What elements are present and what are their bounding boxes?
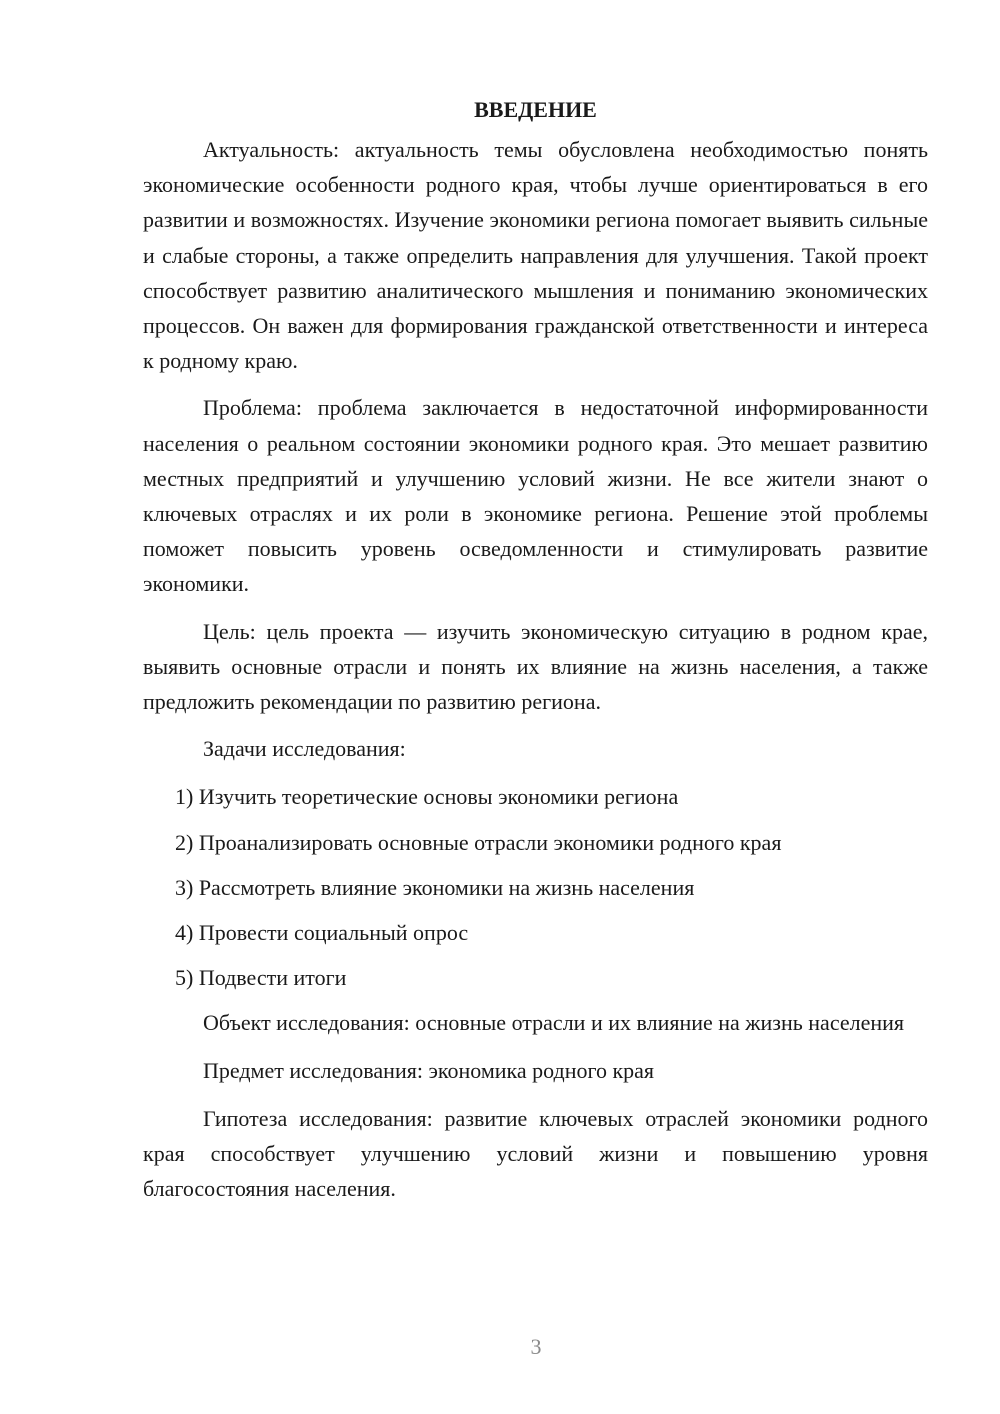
paragraph-problem: Проблема: проблема заключается в недостаточной информированности населения о реальном состоянии экономики родного края. Это мешает развитию местных предприятий и улучшению условий жизни. Не все жители знают о ключевых отраслях и их роли в экономике региона. Решение этой проблемы поможет повысить уровень осведомленности и стимулировать развитие экономики. xyxy=(143,395,928,597)
paragraph-goal: Цель: цель проекта — изучить экономическую ситуацию в родном крае, выявить основные отрасли и понять их влияние на жизнь населения, а также предложить рекомендации по развитию региона. xyxy=(143,618,928,715)
task-item-3: 3) Рассмотреть влияние экономики на жизнь населения xyxy=(175,874,695,900)
paragraph-relevance: Актуальность: актуальность темы обусловлена необходимостью понять экономические особенности родного края, чтобы лучше ориентироваться в его развитии и возможностях. Изучение экономики региона помогает выявить сильные и слабые стороны, а также определить направления для улучшения. Такой проект способствует развитию аналитического мышления и пониманию экономических процессов. Он важен для формирования гражданской ответственности и интереса к родному краю. xyxy=(143,137,928,374)
task-item-1: 1) Изучить теоретические основы экономики региона xyxy=(175,784,679,810)
document-page xyxy=(143,96,928,1218)
task-item-5: 5) Подвести итоги xyxy=(175,965,347,991)
page-number: 3 xyxy=(530,1334,542,1359)
paragraph-subject: Предмет исследования: экономика родного края xyxy=(203,1057,655,1083)
page-title: ВВЕДЕНИЕ xyxy=(474,97,597,122)
tasks-heading: Задачи исследования: xyxy=(203,736,406,762)
task-item-4: 4) Провести социальный опрос xyxy=(175,920,469,946)
paragraph-hypothesis: Гипотеза исследования: развитие ключевых отраслей экономики родного края способствует улучшению условий жизни и повышению уровня благосостояния населения. xyxy=(143,1105,928,1202)
task-item-2: 2) Проанализировать основные отрасли экономики родного края xyxy=(175,829,782,855)
paragraph-object: Объект исследования: основные отрасли и их влияние на жизнь населения xyxy=(203,1010,905,1036)
